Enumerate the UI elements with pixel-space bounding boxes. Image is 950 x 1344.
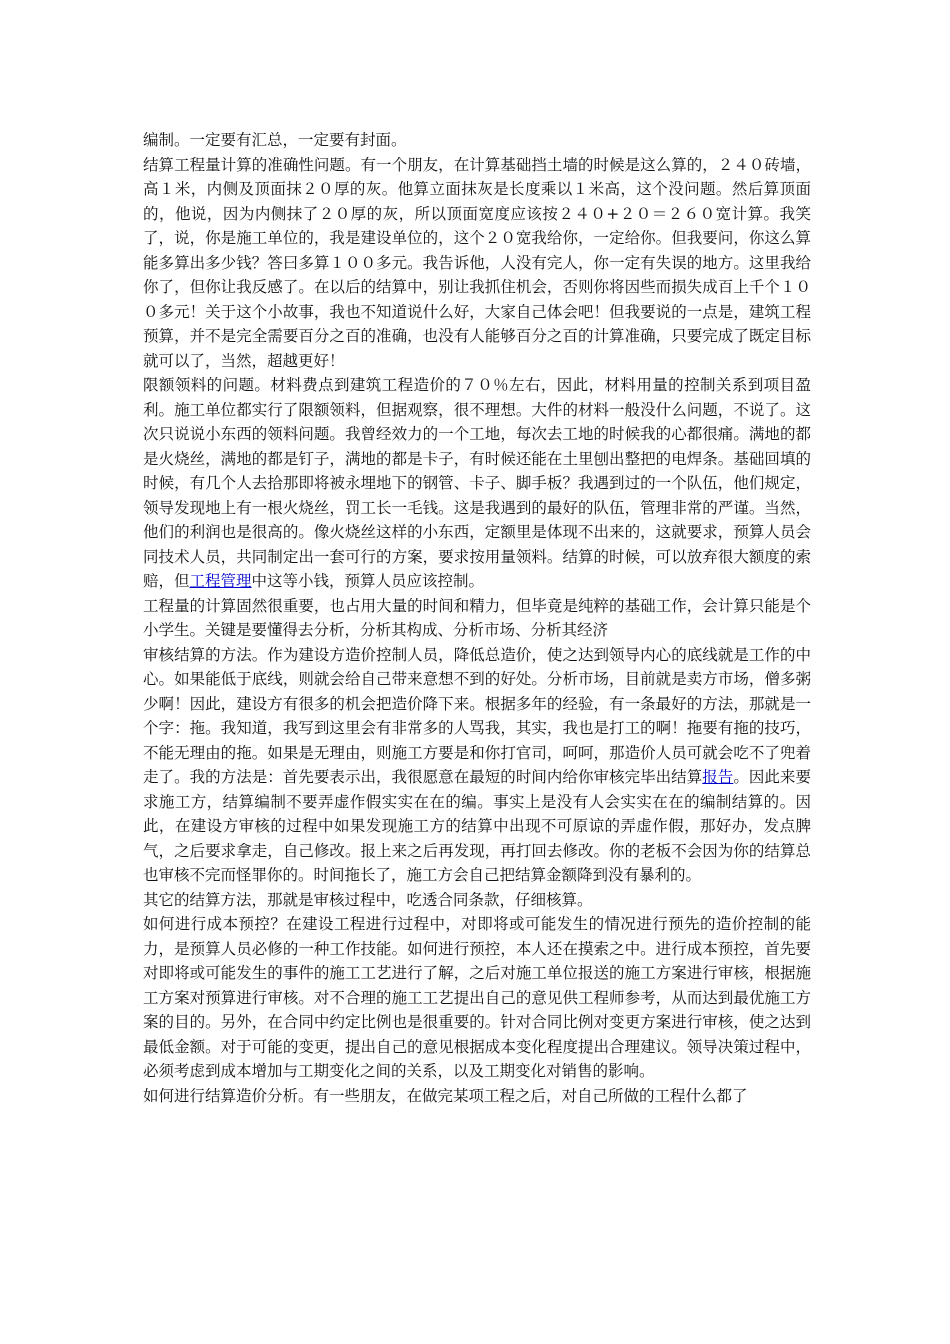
paragraph-material-limit	[143, 373, 811, 594]
paragraph-analysis: 工程量的计算固然很重要，也占用大量的时间和精力，但毕竟是纯粹的基础工作，会计算只能是个小学生。关键是要懂得去分析，分析其构成、分析市场、分析其经济	[143, 596, 811, 639]
paragraph-cost-analysis: 如何进行结算造价分析。有一些朋友，在做完某项工程之后，对自己所做的工程什么都了	[143, 1086, 748, 1105]
paragraph-audit-method	[143, 643, 811, 888]
paragraph-text: 限额领料的问题。材料费点到建筑工程造价的７０％左右，因此，材料用量的控制关系到项目盈利。施工单位都实行了限额领料，但据观察，很不理想。大件的材料一般没什么问题，不说了。这次只说说小东西的领料问题。我曾经效力的一个工地，每次去工地的时候我的心都很痛。满地的都是火烧丝，满地的都是钉子，满地的都是卡子，有时候还能在土里刨出整把的电焊条。基础回填的时候，有几个人去拾那即将被永埋地下的钢管、卡子、脚手板？我遇到过的一个队伍，他们规定，领导发现地上有一根火烧丝，罚工长一毛钱。这是我遇到的最好的队伍，管理非常的严谨。当然，他们的利润也是很高的。像火烧丝这样的小东西，定额里是体现不出来的，这就要求，预算人员会同技术人员，共同制定出一套可行的方案，要求按用量领料。结算的时候，可以放弃很大额度的索赔，但	[143, 376, 811, 590]
paragraph-text: 审核结算的方法。作为建设方造价控制人员，降低总造价，使之达到领导内心的底线就是工作的中心。如果能低于底线，则就会给自己带来意想不到的好处。分析市场，目前就是卖方市场，僧多粥少啊！因此，建设方有很多的机会把造价降下来。根据多年的经验，有一条最好的方法，那就是一个字：拖。我知道，我写到这里会有非常多的人骂我，其实，我也是打工的啊！拖要有拖的技巧，不能无理由的拖。如果是无理由，则施工方要是和你打官司，呵呵，那造价人员可就会吃不了兜着走了。我的方法是：首先要表示出，我很愿意在最短的时间内给你审核完毕出结算	[143, 645, 811, 786]
engineering-management-link[interactable]: 工程管理	[189, 572, 252, 590]
report-link[interactable]: 报告	[702, 768, 734, 786]
paragraph-compilation: 编制。一定要有汇总，一定要有封面。	[143, 131, 407, 149]
paragraph-text: 。因此来要求施工方，结算编制不要弄虚作假实实在在的编。事实上是没有人会实实在在的编制结算的。因此，在建设方审核的过程中如果发现施工方的结算中出现不可原谅的弄虚作假，那好办，发点脾气，之后要求拿走，自己修改。报上来之后再发现，再打回去修改。你的老板不会因为你的结算总也审核不完而怪罪你的。时间拖长了，施工方会自己把结算金额降到没有暴利的。	[143, 768, 811, 884]
paragraph-quantity-accuracy: 结算工程量计算的准确性问题。有一个朋友，在计算基础挡土墙的时候是这么算的，２４０砖墙，高１米，内侧及顶面抹２０厚的灰。他算立面抹灰是长度乘以１米高，这个没问题。然后算顶面的，他说，因为内侧抹了２０厚的灰，所以顶面宽度应该按２４０+２０＝２６０宽计算。我笑了，说，你是施工单位的，我是建设单位的，这个２０宽我给你，一定给你。但我要问，你这么算能多算出多少钱？答曰多算１００多元。我告诉他，人没有完人，你一定有失误的地方。这里我给你了，但你让我反感了。在以后的结算中，别让我抓住机会，否则你将因些而损失成百上千个１００多元！关于这个小故事，我也不知道说什么好，大家自己体会吧！但我要说的一点是，建筑工程预算，并不是完全需要百分之百的准确，也没有人能够百分之百的计算准确，只要完成了既定目标就可以了，当然，超越更好！	[143, 155, 811, 370]
paragraph-cost-precontrol: 如何进行成本预控？在建设工程进行过程中，对即将或可能发生的情况进行预先的造价控制的能力，是预算人员必修的一种工作技能。如何进行预控，本人还在摸索之中。进行成本预控，首先要对即将或可能发生的事件的施工工艺进行了解，之后对施工单位报送的施工方案进行审核，根据施工方案对预算进行审核。对不合理的施工工艺提出自己的意见供工程师参考，从而达到最优施工方案的目的。另外，在合同中约定比例也是很重要的。针对合同比例对变更方案进行审核，使之达到最低金额。对于可能的变更，提出自己的意见根据成本变化程度提出合理建议。领导决策过程中，必须考虑到成本增加与工期变化之间的关系，以及工期变化对销售的影响。	[143, 915, 811, 1080]
paragraph-text: 中这等小钱，预算人员应该控制。	[251, 572, 485, 590]
document-body	[143, 128, 811, 1108]
paragraph-other-methods: 其它的结算方法，那就是审核过程中，吃透合同条款，仔细核算。	[143, 890, 593, 909]
